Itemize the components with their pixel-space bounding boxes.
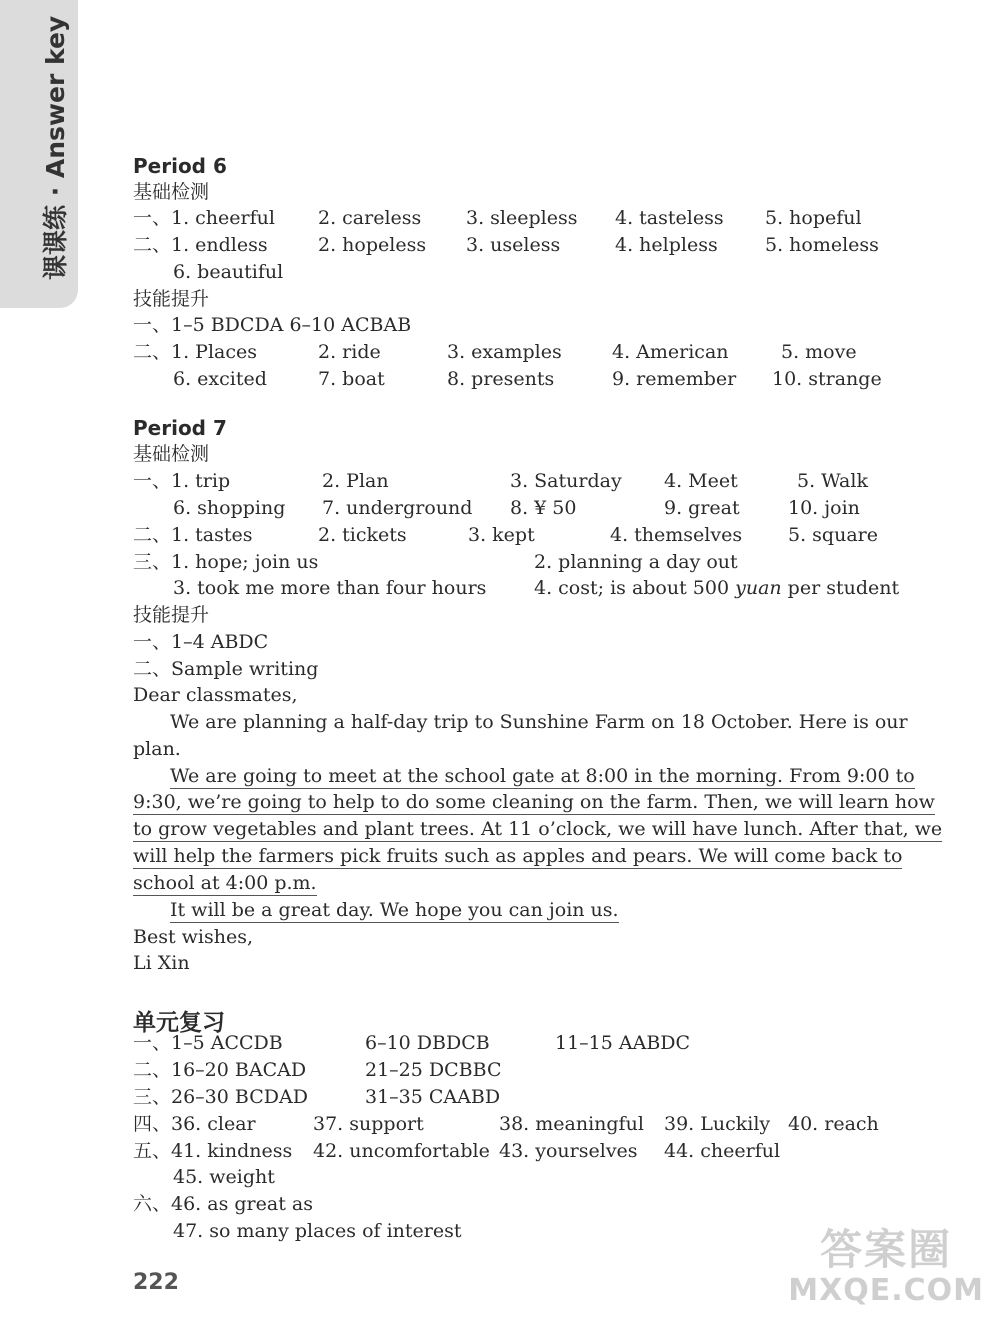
p6-r1-c2: 2. careless [318,207,422,229]
period6-title: Period 6 [133,154,227,178]
period7-jichu: 基础检测 [133,443,210,465]
p7-r3-c3: 3. kept [468,524,535,546]
letter-p2-line2-text: 9:30, we’re going to help to do some cleaning on the farm. Then, we will learn how [133,791,935,813]
review-title: 单元复习 [133,1009,225,1036]
p6-r5-c1: 二、1. Places [133,341,257,363]
p7-r1-c4: 4. Meet [664,470,738,492]
letter-p1-line1: We are planning a half-day trip to Sunshine Farm on 18 October. Here is our [170,711,908,733]
rev-r5-c1: 五、41. kindness [133,1140,293,1162]
p6-r4: 一、1–5 BDCDA 6–10 ACBAB [133,314,412,336]
letter-signature: Li Xin [133,952,190,974]
rev-r6: 45. weight [173,1166,275,1188]
period6-jichu: 基础检测 [133,181,210,203]
letter-p3 [170,898,619,922]
letter-p1-line2: plan. [133,738,181,760]
period7-jineng: 技能提升 [133,604,210,626]
p7-r1-c5: 5. Walk [797,470,868,492]
rev-r4-c1: 四、36. clear [133,1113,256,1135]
letter-p2-line1 [170,764,915,788]
letter-p2-line1-text: We are going to meet at the school gate at 8:00 in the morning. From 9:00 to [170,765,915,787]
p6-r2-c3: 3. useless [466,234,561,256]
p7-r1-c2: 2. Plan [322,470,389,492]
p7-r4-c2: 2. planning a day out [534,551,738,573]
letter-p3-text: It will be a great day. We hope you can join us. [170,899,619,921]
p7-r5-post: per student [781,577,900,599]
p6-r5-c3: 3. examples [447,341,562,363]
rev-r4-c3: 38. meaningful [499,1113,644,1135]
p7-r3-c2: 2. tickets [318,524,407,546]
p7-r5-pre: 4. cost; is about 500 [534,577,736,599]
side-tab [0,0,78,308]
letter-p2-line5-text: school at 4:00 p.m. [133,872,317,894]
p7-r4-c1: 三、1. hope; join us [133,551,319,573]
p7-r3-c1: 二、1. tastes [133,524,253,546]
rev-r1-c3: 11–15 AABDC [555,1032,691,1054]
p7-r2-c5: 10. join [788,497,860,519]
letter-p2-line5 [133,871,317,895]
p7-r3-c5: 5. square [788,524,878,546]
p6-r6-c1: 6. excited [173,368,267,390]
p7-r2-c3: 8. ¥ 50 [510,497,577,519]
rev-r1-c1: 一、1–5 ACCDB [133,1032,283,1054]
letter-p2-line3 [133,817,942,841]
rev-r3-c2: 31–35 CAABD [365,1086,501,1108]
watermark-logo [788,1227,984,1308]
watermark-line2: MXQE.COM [788,1273,984,1308]
side-tab-label: 课课练 · Answer key [41,15,70,280]
watermark-line1: 答案圈 [820,1225,953,1274]
period6-jineng: 技能提升 [133,288,210,310]
p6-r1-c4: 4. tasteless [615,207,724,229]
p6-r5-c2: 2. ride [318,341,381,363]
rev-r5-c4: 44. cheerful [664,1140,781,1162]
p6-r2-c1: 二、1. endless [133,234,268,256]
rev-r5-c3: 43. yourselves [499,1140,638,1162]
letter-greeting: Dear classmates, [133,684,298,706]
letter-closing: Best wishes, [133,926,253,948]
p6-r1-c3: 3. sleepless [466,207,578,229]
rev-r1-c2: 6–10 DBDCB [365,1032,490,1054]
p7-r5-em: yuan [735,577,782,599]
p7-r2-c1: 6. shopping [173,497,286,519]
rev-r5-c2: 42. uncomfortable [313,1140,490,1162]
p6-r6-c2: 7. boat [318,368,385,390]
period7-title: Period 7 [133,416,227,440]
p7-r6: 一、1–4 ABDC [133,631,269,653]
letter-p2-line4 [133,844,902,868]
rev-r3-c1: 三、26–30 BCDAD [133,1086,308,1108]
p7-r2-c4: 9. great [664,497,740,519]
p6-r1-c1: 一、1. cheerful [133,207,275,229]
p6-r2-c5: 5. homeless [765,234,879,256]
p6-r6-c4: 9. remember [612,368,737,390]
p7-r5-c1: 3. took me more than four hours [173,577,487,599]
p6-r2-c4: 4. helpless [615,234,718,256]
letter-p2-line4-text: will help the farmers pick fruits such as apples and pears. We will come back to [133,845,903,867]
p6-r5-c5: 5. move [781,341,857,363]
letter-p2-line3-text: to grow vegetables and plant trees. At 11 o’clock, we will have lunch. After that, we [133,818,943,840]
page-number: 222 [133,1270,179,1295]
p7-r1-c1: 一、1. trip [133,470,231,492]
rev-r7: 六、46. as great as [133,1193,313,1215]
rev-r8: 47. so many places of interest [173,1220,462,1242]
letter-p2-line2 [133,790,935,814]
p6-r6-c3: 8. presents [447,368,555,390]
p7-r1-c3: 3. Saturday [510,470,622,492]
p7-r3-c4: 4. themselves [610,524,743,546]
p6-r1-c5: 5. hopeful [765,207,862,229]
rev-r2-c2: 21–25 DCBBC [365,1059,502,1081]
rev-r2-c1: 二、16–20 BACAD [133,1059,307,1081]
rev-r4-c5: 40. reach [788,1113,879,1135]
p6-r2-c2: 2. hopeless [318,234,427,256]
p7-r2-c2: 7. underground [322,497,473,519]
rev-r4-c2: 37. support [313,1113,424,1135]
p6-r5-c4: 4. American [612,341,729,363]
rev-r4-c4: 39. Luckily [664,1113,771,1135]
p7-r5-c2 [534,576,899,600]
p6-r3-c1: 6. beautiful [173,261,284,283]
p7-r7: 二、Sample writing [133,658,319,680]
p6-r6-c5: 10. strange [772,368,882,390]
